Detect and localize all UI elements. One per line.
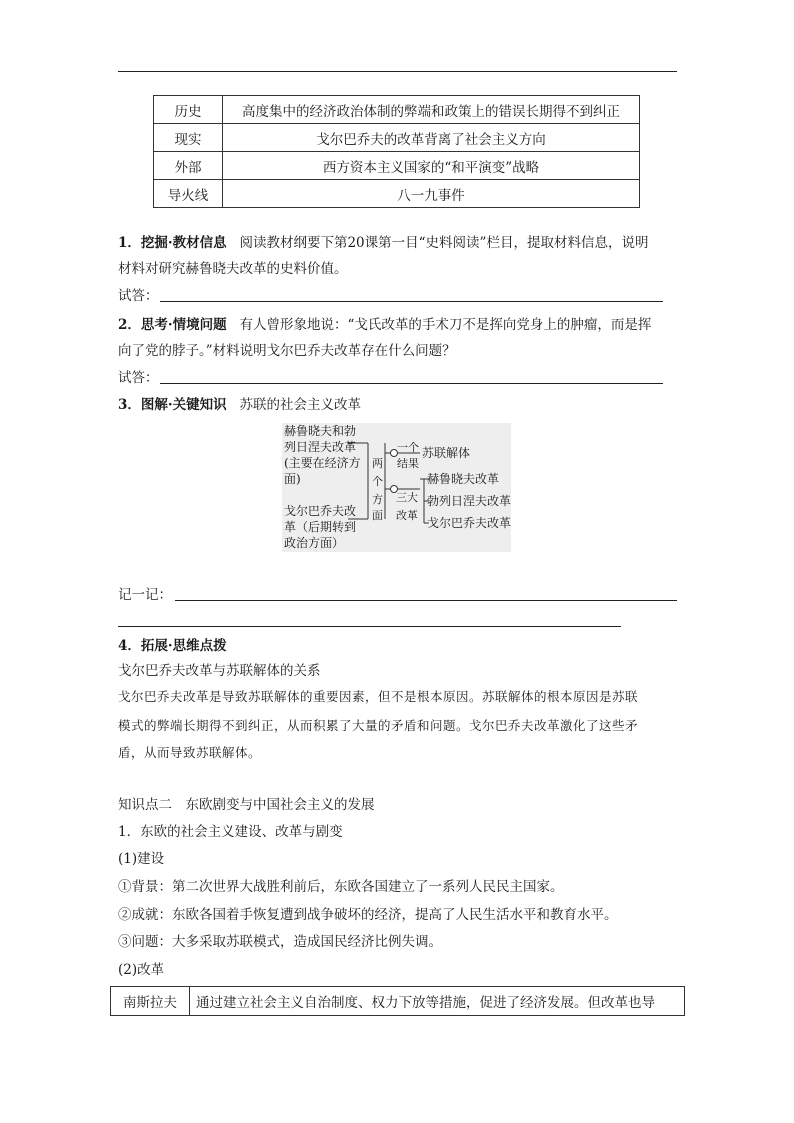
table-key: 现实 xyxy=(154,124,223,152)
table-value: 戈尔巴乔夫的改革背离了社会主义方向 xyxy=(223,124,640,152)
kp2-build-heading: (1)建设 xyxy=(118,851,165,867)
answer-field-1[interactable] xyxy=(160,301,663,302)
note-field-line-1[interactable] xyxy=(175,600,677,601)
left-b-line-1: 戈尔巴乔夫改 xyxy=(284,504,357,518)
note-label: 记一记： xyxy=(118,587,172,603)
section-4-para-2: 模式的弊端长期得不到纠正，从而积累了大量的矛盾和问题。戈尔巴乔夫改革激化了这些矛 xyxy=(118,718,639,733)
section-3-title: 3．图解·关键知识 xyxy=(118,397,227,413)
reform-khrushchev: 赫鲁晓夫改革 xyxy=(427,472,500,486)
section-4-subtitle: 戈尔巴乔夫改革与苏联解体的关系 xyxy=(118,663,321,679)
kp2-reform-heading: (2)改革 xyxy=(118,962,165,978)
left-b-line-2: 革（后期转到 xyxy=(284,520,357,534)
kp2-item-1: ①背景：第二次世界大战胜利前后，东欧各国建立了一系列人民民主国家。 xyxy=(118,879,564,895)
section-3-line xyxy=(118,394,361,416)
table-key: 南斯拉夫 xyxy=(111,987,190,1016)
one-result-label-1: 一个 xyxy=(397,441,419,454)
result-dissolution: 苏联解体 xyxy=(422,446,471,460)
kp2-item-2: ②成就：东欧各国着手恢复遭到战争破坏的经济，提高了人民生活水平和教育水平。 xyxy=(118,907,618,923)
section-2-title: 2．思考·情境问题 xyxy=(118,317,227,333)
table-value: 高度集中的经济政治体制的弊端和政策上的错误长期得不到纠正 xyxy=(223,96,640,124)
reform-brezhnev: 勃列日涅夫改革 xyxy=(427,494,512,508)
table-row xyxy=(154,152,640,180)
section-4-para-3: 盾，从而导致苏联解体。 xyxy=(118,745,262,760)
table-row xyxy=(154,96,640,124)
table-key: 导火线 xyxy=(154,180,223,208)
section-2-line-2: 向了党的脖子。”材料说明戈尔巴乔夫改革存在什么问题？ xyxy=(118,343,456,359)
note-field-line-2[interactable] xyxy=(118,626,621,627)
left-b-line-3: 政治方面） xyxy=(284,536,345,550)
table-row xyxy=(154,180,640,208)
section-2-text: 有人曾形象地说：“戈氏改革的手术刀不是挥向党身上的肿瘤，而是挥 xyxy=(239,317,652,333)
section-1-title: 1．挖掘·教材信息 xyxy=(118,235,227,251)
answer-label-1: 试答： xyxy=(118,288,159,304)
table-value: 八一九事件 xyxy=(223,180,640,208)
section-1-text: 阅读教材纲要下第20课第一目“史料阅读”栏目，提取材料信息，说明 xyxy=(239,235,649,251)
section-4-title: 4．拓展·思维点拨 xyxy=(118,638,227,654)
section-4-para-1: 戈尔巴乔夫改革是导致苏联解体的重要因素，但不是根本原因。苏联解体的根本原因是苏联 xyxy=(118,689,639,704)
section-3-subtitle: 苏联的社会主义改革 xyxy=(239,397,361,413)
mid-label-3: 方 xyxy=(372,493,383,506)
table-value: 通过建立社会主义自治制度、权力下放等措施，促进了经济发展。但改革也导 xyxy=(190,987,685,1016)
table-row xyxy=(111,987,685,1016)
table-value: 西方资本主义国家的“和平演变”战略 xyxy=(223,152,640,180)
table-key: 历史 xyxy=(154,96,223,124)
reform-gorbachev: 戈尔巴乔夫改革 xyxy=(427,516,512,530)
three-label-1: 三大 xyxy=(396,491,418,504)
left-a-line-1: 赫鲁晓夫和勃 xyxy=(284,424,357,438)
header-rule xyxy=(118,71,677,72)
reform-diagram xyxy=(282,423,511,552)
section-1-line-2: 材料对研究赫鲁晓夫改革的史料价值。 xyxy=(118,261,348,277)
left-a-line-4: 面) xyxy=(284,472,301,486)
section-2-line-1 xyxy=(118,314,651,336)
kp2-title: 知识点二 东欧剧变与中国社会主义的发展 xyxy=(118,797,375,813)
mid-label-4: 面 xyxy=(372,509,383,522)
left-a-line-3: (主要在经济方 xyxy=(284,456,361,470)
kp2-heading-1: 1．东欧的社会主义建设、改革与剧变 xyxy=(118,824,343,840)
kp2-item-3: ③问题：大多采取苏联模式，造成国民经济比例失调。 xyxy=(118,934,442,950)
answer-label-2: 试答： xyxy=(118,370,159,386)
table-row xyxy=(154,124,640,152)
three-label-2: 改革 xyxy=(396,509,418,522)
left-a-line-2: 列日涅夫改革 xyxy=(284,440,357,454)
mid-label-1: 两 xyxy=(372,457,383,470)
answer-field-2[interactable] xyxy=(160,383,663,384)
one-result-label-2: 结果 xyxy=(397,457,419,470)
reform-table xyxy=(110,986,685,1016)
causes-table xyxy=(153,95,640,208)
table-key: 外部 xyxy=(154,152,223,180)
mid-label-2: 个 xyxy=(372,475,383,488)
section-1-line-1 xyxy=(118,232,648,254)
